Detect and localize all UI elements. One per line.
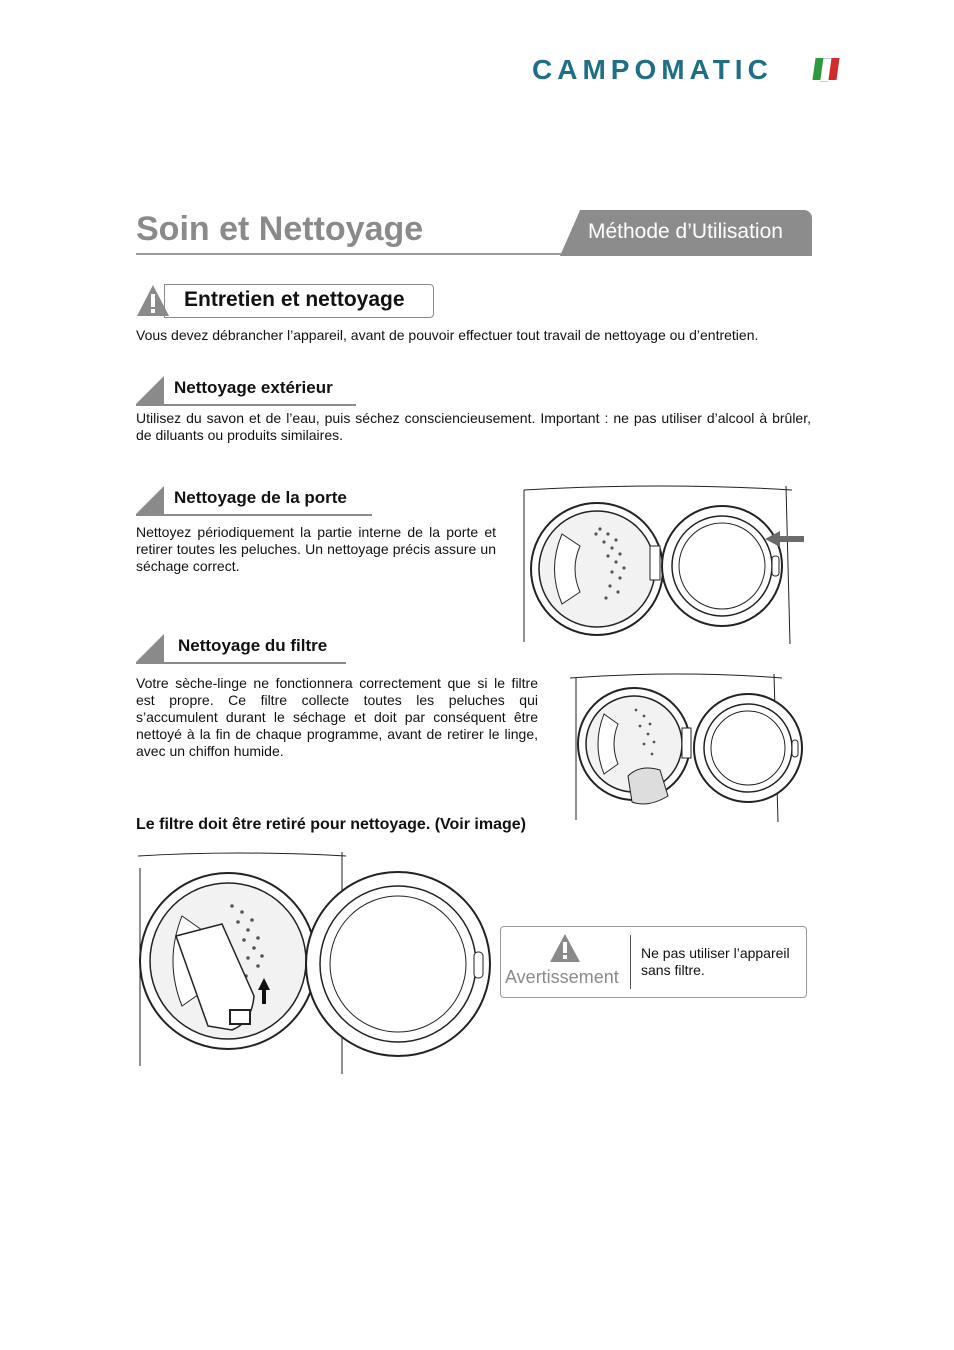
filter-paragraph: Votre sèche-linge ne fonctionnera correctement que si le filtre est propre. Ce filtre collecte toutes les peluches qui s’accumulent durant le séchage et doit par conséquent être nettoyé à la fin de chaque programme, avant de retirer le linge, avec un chiffon humide.: [136, 675, 538, 759]
italian-flag-icon: [812, 58, 839, 80]
warning-divider: [630, 935, 631, 989]
logo-wordmark: CAMPOMATIC: [532, 54, 773, 85]
section-title: Nettoyage extérieur: [174, 378, 333, 397]
main-heading-label: Entretien et nettoyage: [184, 288, 405, 311]
heading-triangle-icon: [136, 376, 164, 404]
section-title: Nettoyage du filtre: [178, 636, 328, 655]
exterior-paragraph: Utilisez du savon et de l’eau, puis séchez consciencieusement. Important : ne pas utiliser d’alcool à brûler, de diluants ou produits similaires.: [136, 410, 811, 443]
warning-box: [500, 926, 807, 998]
heading-triangle-icon: [136, 634, 164, 662]
door-cleaning-illustration: [522, 484, 812, 646]
page-title: Soin et Nettoyage: [136, 210, 424, 248]
section-tab-label: Méthode d’Utilisation: [588, 220, 783, 243]
main-heading: [136, 284, 434, 318]
heading-underline: [136, 514, 372, 516]
warning-label: Avertissement: [505, 967, 619, 987]
heading-underline: [136, 662, 346, 664]
warning-text: Ne pas utiliser l’appareil sans filtre.: [641, 945, 790, 978]
warning-triangle-icon: [549, 933, 581, 963]
heading-triangle-icon: [136, 486, 164, 514]
section-title: Nettoyage de la porte: [174, 488, 347, 507]
filter-removal-illustration: [136, 846, 498, 1076]
section-heading-exterior: [136, 376, 356, 406]
section-heading-door: [136, 486, 372, 516]
door-paragraph: Nettoyez périodiquement la partie interne de la porte et retirer toutes les peluches. Un nettoyage précis assure un séchage correct.: [136, 524, 496, 574]
heading-underline: [136, 404, 356, 406]
filter-removal-note: Le filtre doit être retiré pour nettoyage. (Voir image): [136, 816, 526, 833]
intro-paragraph: Vous devez débrancher l’appareil, avant de pouvoir effectuer tout travail de nettoyage ou d’entretien.: [136, 327, 759, 343]
section-heading-filter: [136, 634, 346, 664]
brand-logo: [532, 55, 842, 85]
filter-wipe-illustration: [568, 672, 804, 824]
